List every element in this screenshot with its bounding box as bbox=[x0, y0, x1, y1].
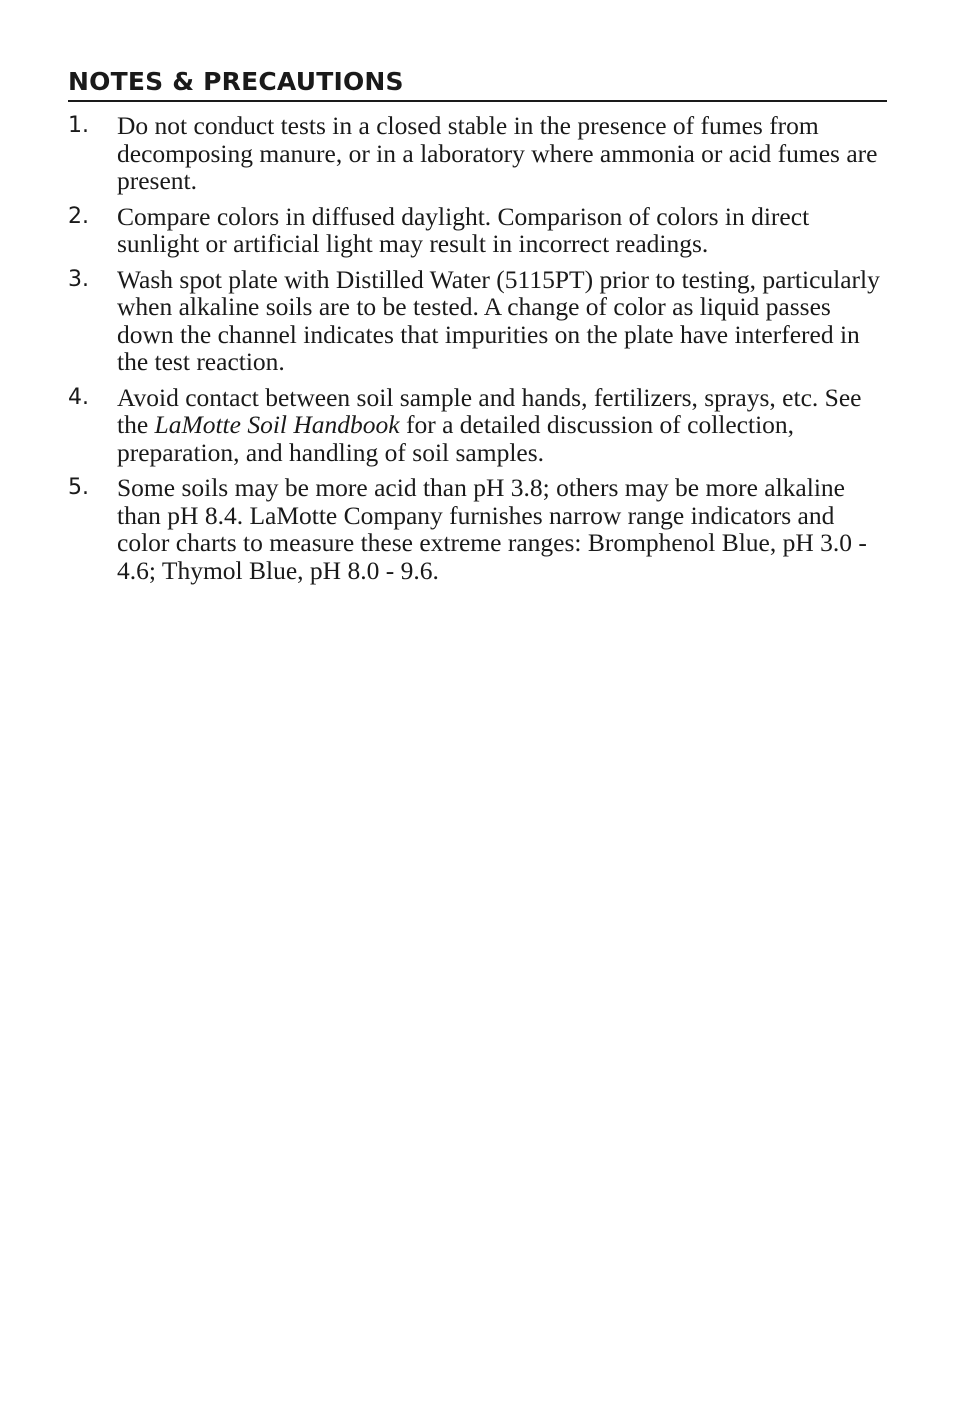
note-text-after: for a detailed discussion of collection, preparation, and handling of soil samples. bbox=[117, 410, 795, 467]
note-number: 1. bbox=[68, 113, 89, 138]
note-text bbox=[117, 384, 887, 467]
notes-list bbox=[68, 112, 887, 584]
note-item bbox=[68, 474, 887, 584]
note-text: Some soils may be more acid than pH 3.8; others may be more alkaline than pH 8.4. LaMotte Company furnishes narrow range indicators and color charts to measure these extreme ranges: Bromphenol Blue, pH 3.0 - 4.6; Thymol Blue, pH 8.0 - 9.6. bbox=[117, 473, 867, 585]
note-number: 5. bbox=[68, 475, 89, 500]
note-text: Compare colors in diffused daylight. Comparison of colors in direct sunlight or artificial light may result in incorrect readings. bbox=[117, 201, 810, 258]
handbook-title: LaMotte Soil Handbook bbox=[154, 410, 400, 439]
note-number: 2. bbox=[68, 203, 89, 229]
note-item bbox=[68, 203, 887, 258]
note-text-before: Avoid contact between soil sample and hands, fertilizers, sprays, etc. See the bbox=[117, 382, 862, 439]
note-item bbox=[68, 266, 887, 376]
note-text: Wash spot plate with Distilled Water (5115PT) prior to testing, particularly when alkaline soils are to be tested. A change of color as liquid passes down the channel indicates that impurities on the plate have interfered in the test reaction. bbox=[117, 264, 880, 376]
note-number: 4. bbox=[68, 384, 89, 410]
note-number: 3. bbox=[68, 266, 89, 292]
note-item bbox=[68, 112, 887, 195]
note-text: Do not conduct tests in a closed stable in the presence of fumes from decomposing manure, or in a laboratory where ammonia or acid fumes are present. bbox=[117, 111, 878, 195]
document-page bbox=[68, 66, 887, 592]
section-heading: NOTES & PRECAUTIONS bbox=[68, 66, 887, 102]
note-item bbox=[68, 384, 887, 467]
